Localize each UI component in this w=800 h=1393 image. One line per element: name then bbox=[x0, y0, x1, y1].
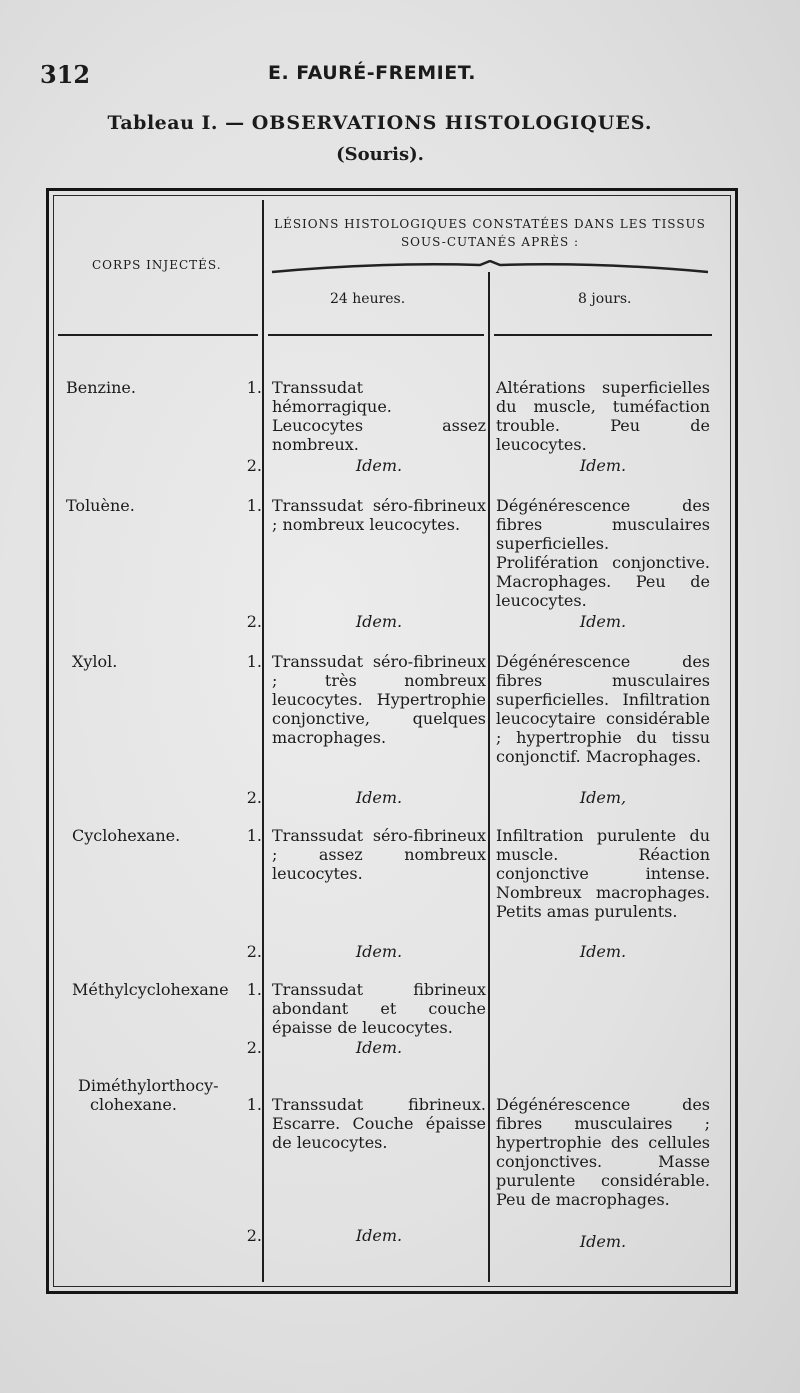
idem-24h: Idem. bbox=[355, 942, 403, 961]
header-rule-middle bbox=[268, 334, 484, 336]
idem-24h: Idem. bbox=[355, 456, 403, 475]
sample-number: 2. bbox=[246, 788, 262, 807]
idem-24h: Idem. bbox=[355, 1038, 403, 1057]
lesions-8j: Dégénérescence des fibres musculaires ; hypertrophie des cellules conjonctives. Masse purulente considérable. Peu de macrophages. bbox=[496, 1095, 710, 1209]
table-title-main: OBSERVATIONS HISTOLOGIQUES. bbox=[251, 112, 653, 134]
sample-number: 2. bbox=[246, 1226, 262, 1245]
idem-24h: Idem. bbox=[355, 1226, 403, 1245]
idem-8j: Idem. bbox=[579, 942, 627, 961]
lesions-24h: Transsudat hémorragique. Leucocytes assez nombreux. bbox=[272, 378, 486, 454]
lesions-24h: Transsudat fibrineux abondant et couche épaisse de leucocytes. bbox=[272, 980, 486, 1037]
header-24-heures: 24 heures. bbox=[330, 291, 406, 307]
idem-24h: Idem. bbox=[355, 788, 403, 807]
sample-number: 1. bbox=[246, 980, 262, 999]
sample-number: 2. bbox=[246, 612, 262, 631]
sample-number: 2. bbox=[246, 456, 262, 475]
running-head: E. FAURÉ-FREMIET. bbox=[268, 62, 476, 84]
page-header bbox=[36, 58, 736, 98]
compound-name-line2: clohexane. bbox=[90, 1095, 177, 1114]
page-number: 312 bbox=[40, 60, 91, 89]
compound-name: Benzine. bbox=[66, 378, 136, 397]
compound-name: Xylol. bbox=[72, 652, 118, 671]
lesions-8j: Dégénérescence des fibres musculaires superficielles. Prolifération conjonctive. Macrophages. Peu de leucocytes. bbox=[496, 496, 710, 610]
header-rule-left bbox=[58, 334, 258, 336]
idem-24h: Idem. bbox=[355, 612, 403, 631]
header-corps-injectes: CORPS INJECTÉS. bbox=[92, 258, 222, 272]
header-8-jours: 8 jours. bbox=[578, 291, 632, 307]
lesions-8j: Dégénérescence des fibres musculaires superficielles. Infiltration leucocytaire considérable ; hypertrophie du tissu conjonctif. Macrophages. bbox=[496, 652, 710, 766]
sample-number: 2. bbox=[246, 942, 262, 961]
table-title-prefix: Tableau I. — bbox=[107, 112, 245, 134]
idem-8j: Idem. bbox=[579, 612, 627, 631]
compound-name: Toluène. bbox=[66, 496, 135, 515]
table-subtitle: (Souris). bbox=[336, 144, 424, 165]
column-divider-left bbox=[262, 200, 264, 1282]
sample-number: 1. bbox=[246, 1095, 262, 1114]
column-divider-right bbox=[488, 272, 490, 1282]
table-title bbox=[0, 112, 760, 134]
idem-8j: Idem, bbox=[579, 788, 627, 807]
sample-number: 1. bbox=[246, 378, 262, 397]
lesions-24h: Transsudat fibrineux. Escarre. Couche épaisse de leucocytes. bbox=[272, 1095, 486, 1152]
header-lesions: LÉSIONS HISTOLOGIQUES CONSTATÉES DANS LES TISSUS SOUS-CUTANÉS APRÈS : bbox=[274, 217, 706, 249]
header-brace bbox=[270, 260, 710, 274]
sample-number: 1. bbox=[246, 652, 262, 671]
compound-name-line1: Diméthylorthocy- bbox=[78, 1076, 219, 1095]
idem-8j: Idem. bbox=[579, 1232, 627, 1251]
lesions-24h: Transsudat séro-fibrineux ; très nombreux leucocytes. Hypertrophie conjonctive, quelques macrophages. bbox=[272, 652, 486, 747]
compound-name: Cyclohexane. bbox=[72, 826, 181, 845]
idem-8j: Idem. bbox=[579, 456, 627, 475]
lesions-8j: Altérations superficielles du muscle, tuméfaction trouble. Peu de leucocytes. bbox=[496, 378, 710, 454]
compound-name: Méthylcyclohexane bbox=[72, 980, 229, 999]
sample-number: 2. bbox=[246, 1038, 262, 1057]
lesions-24h: Transsudat séro-fibrineux ; assez nombreux leucocytes. bbox=[272, 826, 486, 883]
lesions-8j: Infiltration purulente du muscle. Réaction conjonctive intense. Nombreux macrophages. Petits amas purulents. bbox=[496, 826, 710, 921]
sample-number: 1. bbox=[246, 826, 262, 845]
sample-number: 1. bbox=[246, 496, 262, 515]
lesions-24h: Transsudat séro-fibrineux ; nombreux leucocytes. bbox=[272, 496, 486, 534]
header-rule-right bbox=[494, 334, 712, 336]
